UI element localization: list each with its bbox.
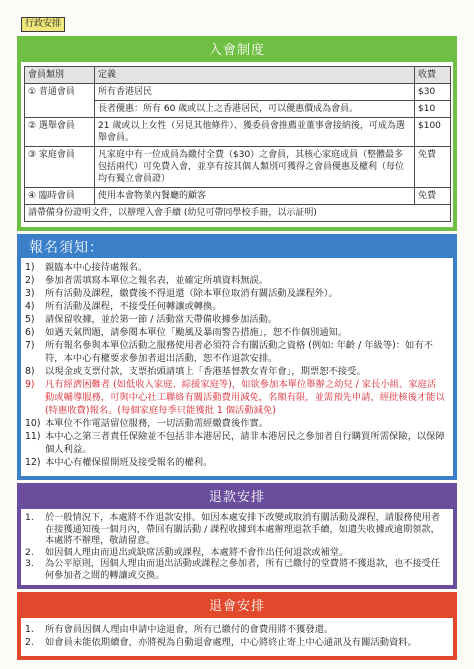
item-text: 所有活動及課程，不接受任何轉讓或轉換。 bbox=[45, 301, 222, 312]
item-number: 4) bbox=[25, 301, 35, 312]
list-item bbox=[25, 287, 445, 300]
fee-cell: 免費 bbox=[415, 147, 451, 188]
list-item bbox=[25, 623, 445, 636]
category-cell: ② 選舉會員 bbox=[25, 118, 95, 147]
item-number: 1) bbox=[25, 262, 35, 273]
list-item bbox=[25, 313, 445, 326]
fee-cell: $100 bbox=[415, 118, 451, 147]
list-item bbox=[25, 365, 445, 378]
item-number: 1. bbox=[25, 624, 34, 635]
item-text: 所有報名參與本單位活動之服務使用者必須符合有關活動之資格 (例如: 年齡 / 年級等)：如有不符，本中心有權要求參加者退出活動，恕不作退款安排。 bbox=[45, 340, 433, 364]
fee-cell: $30 bbox=[415, 84, 451, 101]
item-text: 以現金或支票付款，支票抬頭請填上「香港基督教女青年會」，期票恕不接受。 bbox=[45, 366, 366, 377]
table-row bbox=[25, 188, 451, 205]
item-text: 親臨本中心接待處報名。 bbox=[45, 262, 148, 273]
column-header-category: 會員類別 bbox=[25, 67, 95, 84]
fee-cell: 免費 bbox=[415, 188, 451, 205]
membership-table bbox=[24, 66, 451, 222]
list-item bbox=[25, 547, 445, 559]
item-number: 9) bbox=[25, 379, 35, 390]
item-text: 參加者需填寫本單位之報名表，並確定所填資料無誤。 bbox=[45, 275, 269, 286]
category-cell: ① 普通會員 bbox=[25, 84, 95, 118]
item-number: 2. bbox=[25, 546, 34, 558]
item-text: 本中心之第三者責任保險並不包括非本港居民，請非本港居民之參加者自行購買所需保險，以保障個人利益。 bbox=[45, 431, 445, 455]
item-number: 6) bbox=[25, 327, 35, 338]
item-text: 如遇天氣問題，請參閱本單位「颱風及暴雨警告措施」，恕不作個別通知。 bbox=[45, 327, 348, 338]
category-cell: ④ 臨時會員 bbox=[25, 188, 95, 205]
membership-title: 入會制度 bbox=[21, 40, 453, 62]
item-number: 11) bbox=[25, 431, 41, 442]
table-header-row bbox=[25, 67, 451, 84]
item-text: 所有活動及課程，繳費後不得退還（除本單位取消有關活動及課程外）。 bbox=[45, 288, 338, 299]
refund-title: 退款安排 bbox=[21, 487, 453, 509]
table-footer-row bbox=[25, 205, 451, 222]
item-text: 為公平原則，因個人理由而退出活動或課程之參加者，所有已繳付的堂費將不獲退款，也不接受任何參加者之間的轉讓或交換。 bbox=[45, 558, 441, 581]
list-item bbox=[25, 300, 445, 313]
item-number: 1. bbox=[25, 512, 34, 523]
refund-panel bbox=[17, 483, 457, 589]
item-number: 2. bbox=[25, 637, 34, 648]
definition-cell: 使用本會物業內餐廳的顧客 bbox=[95, 188, 415, 205]
section-label: 行政安排 bbox=[21, 17, 65, 32]
list-item bbox=[25, 636, 445, 649]
withdrawal-list bbox=[25, 623, 445, 649]
list-item bbox=[25, 261, 445, 274]
definition-cell: 凡家庭中有一位成員為繳付全費（$30）之會員，其核心家庭成員（整體最多包括兩代）可免費入會，並享有按其個人類別可獲得之會員優惠及權利（每位均有獨立會員證） bbox=[95, 147, 415, 188]
list-item bbox=[25, 417, 445, 430]
item-text: 如會員未能依期續會，亦將視為自動退會處理，中心將終止寄上中心通訊及有關活動資料。 bbox=[45, 637, 417, 648]
definition-cell: 所有香港居民 bbox=[95, 84, 415, 101]
item-text: 於一般情況下，本處將不作退款安排。如因本處安排下改變或取消有關活動及課程，請服務使用者在接獲通知後一個月內，帶回有關活動 / 課程收據到本處辦理退款手續，如遺失收據或逾期領款，本處將不辦理，敬請留意。 bbox=[45, 512, 441, 547]
list-item bbox=[25, 274, 445, 287]
withdrawal-panel bbox=[17, 592, 457, 660]
list-item bbox=[25, 558, 445, 581]
definition-cell: 長者優惠：所有 60 歲或以上之香港居民，可以優惠價成為會員。 bbox=[95, 101, 415, 118]
table-row bbox=[25, 147, 451, 188]
category-cell: ③ 家庭會員 bbox=[25, 147, 95, 188]
column-header-fee: 收費 bbox=[415, 67, 451, 84]
list-item bbox=[25, 512, 445, 547]
list-item bbox=[25, 456, 445, 469]
list-item bbox=[25, 430, 445, 456]
withdrawal-title: 退會安排 bbox=[21, 596, 453, 618]
item-text: 如因個人理由而退出或缺席活動或課程，本處將不會作出任何退款或補堂。 bbox=[45, 546, 349, 558]
item-text: 所有會員因個人理由申請中途退會，所有已繳付的會費用將不獲發還。 bbox=[45, 624, 334, 635]
item-number: 3) bbox=[25, 288, 35, 299]
item-text: 本中心有權保留開班及接受報名的權利。 bbox=[45, 457, 213, 468]
item-number: 10) bbox=[25, 418, 41, 429]
list-item bbox=[25, 326, 445, 339]
list-item bbox=[25, 339, 445, 365]
registration-list bbox=[25, 261, 445, 469]
membership-footnote: 請帶備身份證明文件，以辦理入會手續 (幼兒可帶同學校手冊，以示証明) bbox=[25, 205, 451, 222]
item-number: 5) bbox=[25, 314, 35, 325]
item-text: 本單位不作電話留位服務，一切活動需經繳費後作實。 bbox=[45, 418, 269, 429]
item-number: 8) bbox=[25, 366, 35, 377]
registration-title: 報名須知： bbox=[21, 238, 453, 258]
item-text: 凡有經濟困難者 (如低收入家庭、綜援家庭等)，如欲參加本單位舉辦之幼兒 / 家長小組、家庭活動或輔導服務，可與中心社工聯絡有關活動費用減免，名額有限，並需預先申請，經批核後才能以(特惠收費)報名。(每個家庭每季只能獲批 1 個活動減免) bbox=[45, 379, 445, 416]
membership-panel bbox=[17, 36, 457, 231]
item-text: 請保留收據，並於第一節 / 活動當天帶備收據參加活動。 bbox=[45, 314, 278, 325]
item-number: 12) bbox=[25, 457, 41, 468]
item-number: 7) bbox=[25, 340, 35, 351]
column-header-definition: 定義 bbox=[95, 67, 415, 84]
item-number: 2) bbox=[25, 275, 35, 286]
item-number: 3. bbox=[25, 558, 34, 570]
table-row bbox=[25, 84, 451, 101]
fee-cell: $10 bbox=[415, 101, 451, 118]
table-row bbox=[25, 118, 451, 147]
definition-cell: 21 歲或以上女性（另見其他條件）、獲委員會推薦並董事會接納後，可成為選舉會員。 bbox=[95, 118, 415, 147]
list-item-financial-assistance bbox=[25, 378, 445, 417]
refund-list bbox=[25, 512, 445, 582]
registration-panel bbox=[17, 234, 457, 480]
